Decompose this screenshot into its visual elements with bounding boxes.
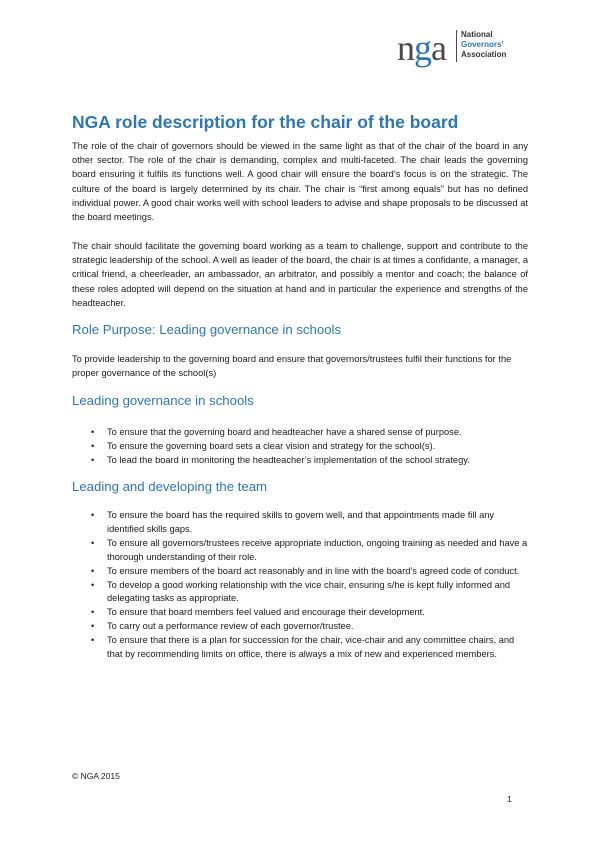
list-item	[72, 537, 528, 565]
list-item	[72, 440, 528, 454]
bullet-icon: •	[91, 427, 95, 437]
list-item-text: To carry out a performance review of each governor/trustee.	[107, 621, 354, 632]
leading-team-heading: Leading and developing the team	[72, 479, 268, 494]
bullet-icon: •	[91, 579, 95, 590]
leading-governance-heading: Leading governance in schools	[72, 393, 254, 408]
list-item	[72, 620, 528, 634]
list-item	[72, 606, 528, 620]
list-item	[72, 426, 528, 440]
role-purpose-heading: Role Purpose: Leading governance in schools	[72, 322, 342, 337]
bullet-icon: •	[91, 635, 95, 646]
page-title: NGA role description for the chair of the board	[72, 112, 459, 132]
copyright-footer: © NGA 2015	[72, 771, 120, 781]
list-item-text: To lead the board in monitoring the headteacher’s implementation of the school strategy.	[107, 454, 470, 465]
leading-governance-list	[72, 426, 528, 468]
logo-mark	[397, 30, 446, 66]
bullet-icon: •	[91, 537, 95, 548]
bullet-icon: •	[91, 607, 95, 618]
list-item	[72, 509, 528, 537]
logo-letter-n: n	[397, 28, 414, 68]
logo-divider	[456, 30, 457, 62]
logo-letter-a: a	[431, 28, 446, 68]
list-item-text: To ensure the board has the required skills to govern well, and that appointments made fill any identified skills gaps.	[107, 510, 495, 534]
nga-logo	[397, 26, 557, 74]
bullet-icon: •	[91, 565, 95, 576]
logo-line-national: National	[461, 30, 493, 39]
logo-letter-g: g	[414, 28, 431, 68]
page-number: 1	[507, 794, 512, 804]
list-item-text: To ensure that board members feel valued and encourage their development.	[107, 607, 425, 618]
list-item-text: To develop a good working relationship with the vice chair, ensuring s/he is kept fully informed and delegating tasks as appropriate.	[107, 579, 511, 604]
logo-line-association: Association	[461, 50, 507, 59]
role-purpose-text: To provide leadership to the governing board and ensure that governors/trustees fulfil their functions for the proper governance of the school(s)	[72, 354, 512, 379]
bullet-icon: •	[91, 454, 95, 465]
intro-paragraph-1: The role of the chair of governors should be viewed in the same light as that of the chair of the board in any other sector. The role of the chair is demanding, complex and multi-faceted. The chair leads the governing board ensuring it fulfils its functions well. A good chair will ensure the board’s focus is on the strategic. The culture of the board is largely determined by its chair. The chair is “first among equals” but has no defined individual power. A good chair works well with school leaders to advise and shape proposals to be discussed at the board meetings.	[72, 141, 528, 223]
list-item	[72, 579, 528, 607]
list-item	[72, 454, 528, 468]
bullet-icon: •	[91, 621, 95, 632]
intro-paragraph-2: The chair should facilitate the governing board working as a team to challenge, support and contribute to the strategic leadership of the school. A well as leader of the board, the chair is at times a confidante, a manager, a critical friend, a cheerleader, an ambassador, an arbitrator, and possibly a mentor and coach; the balance of these roles adopted will depend on the situation at hand and in particular the experience and strengths of the headteacher.	[72, 241, 528, 308]
list-item-text: To ensure all governors/trustees receive appropriate induction, ongoing training as needed and have a thorough understanding of their role.	[107, 537, 528, 562]
logo-line-governors: Governors'	[461, 40, 504, 49]
list-item	[72, 634, 528, 662]
bullet-icon: •	[91, 510, 95, 520]
leading-team-list	[72, 509, 528, 662]
logo-wordmark	[461, 30, 506, 60]
list-item	[72, 565, 528, 579]
list-item-text: To ensure the governing board sets a clear vision and strategy for the school(s).	[107, 440, 436, 451]
list-item-text: To ensure members of the board act reasonably and in line with the board’s agreed code of conduct.	[107, 565, 520, 576]
list-item-text: To ensure that the governing board and headteacher have a shared sense of purpose.	[107, 427, 462, 437]
bullet-icon: •	[91, 440, 95, 451]
list-item-text: To ensure that there is a plan for succession for the chair, vice-chair and any committee chairs, and that by recommending limits on office, there is always a mix of new and experienced members.	[107, 635, 515, 660]
